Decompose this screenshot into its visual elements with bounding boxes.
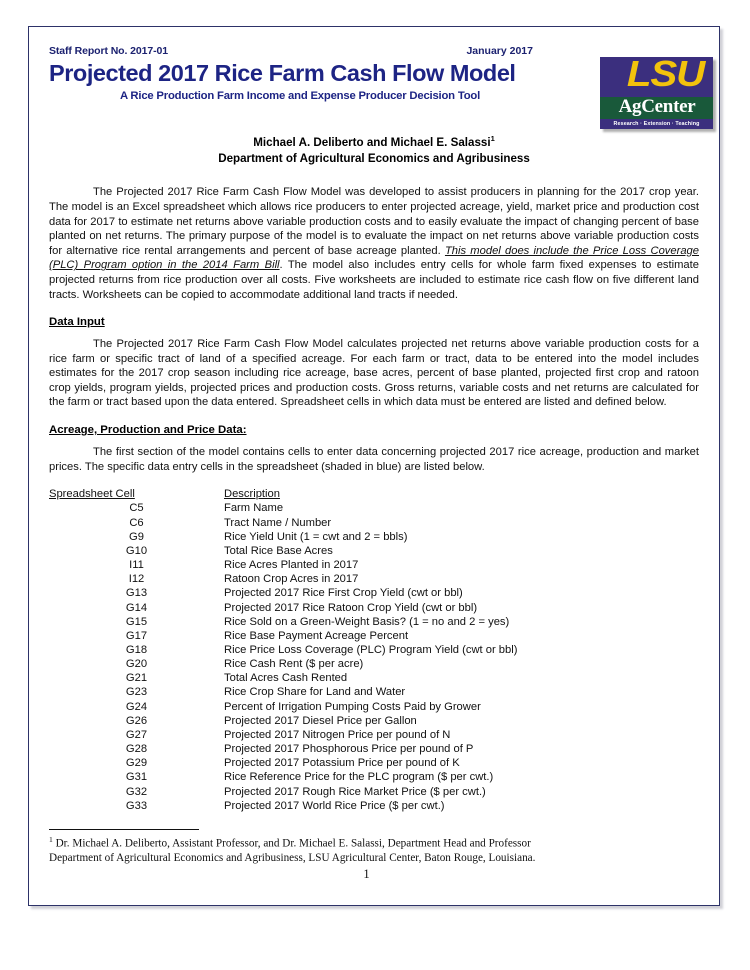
table-row <box>49 516 699 530</box>
cell-id: G9 <box>129 530 144 543</box>
lsu-agcenter-logo <box>600 57 713 129</box>
table-row <box>49 544 699 558</box>
cell-id: G21 <box>125 672 148 685</box>
author-names: Michael A. Deliberto and Michael E. Salassi <box>253 135 491 149</box>
cell-id: G24 <box>125 700 148 713</box>
cell-description: Rice Price Loss Coverage (PLC) Program Yield (cwt or bbl) <box>224 643 518 656</box>
author-line <box>49 131 699 151</box>
acreage-paragraph: The first section of the model contains cells to enter data concerning projected 2017 rice acreage, production and market prices. The specific data entry cells in the spreadsheet (shaded in blue) are listed below. <box>49 446 699 473</box>
issue-date: January 2017 <box>466 45 533 57</box>
column-header-description-label: Description <box>224 488 280 501</box>
cell-id: G32 <box>125 785 148 798</box>
cell-id: G27 <box>125 728 148 741</box>
cell-id: G17 <box>125 629 148 642</box>
intro-part-2: . The model also includes entry cells for whole farm fixed expenses to estimate projected returns from rice production over all costs. Five worksheets are included to estimate rice cash flow on five different land tracts. Worksheets can be copied to accommodate additional land tracts if needed. <box>49 259 699 301</box>
cell-description: Tract Name / Number <box>224 516 332 529</box>
cell-id: G31 <box>125 771 148 784</box>
logo-tagline: Research · Extension · Teaching <box>600 119 713 129</box>
cell-id: G10 <box>125 544 148 557</box>
table-row <box>49 629 699 643</box>
cell-id: I11 <box>129 559 144 572</box>
cell-id: G20 <box>125 658 148 671</box>
table-row <box>49 700 699 714</box>
table-row <box>49 742 699 756</box>
cell-description: Projected 2017 Rough Rice Market Price ($ per cwt.) <box>224 785 486 798</box>
footnote-line-1: Dr. Michael A. Deliberto, Assistant Professor, and Dr. Michael E. Salassi, Department Head and Professor <box>55 837 531 850</box>
cell-description: Ratoon Crop Acres in 2017 <box>224 573 359 586</box>
logo-top-band <box>600 57 713 97</box>
table-row <box>49 558 699 572</box>
cell-description: Projected 2017 World Rice Price ($ per cwt.) <box>224 799 445 812</box>
cell-description: Total Acres Cash Rented <box>224 672 348 685</box>
cell-description: Rice Yield Unit (1 = cwt and 2 = bbls) <box>224 530 408 543</box>
table-row <box>49 615 699 629</box>
cell-description: Rice Cash Rent ($ per acre) <box>224 658 364 671</box>
table-row <box>49 756 699 770</box>
page-number: 1 <box>363 866 370 881</box>
data-input-paragraph: The Projected 2017 Rice Farm Cash Flow Model calculates projected net returns above variable production costs for a rice farm or specific tract of land of a specified acreage. For each farm or tract, data to be entered into the model includes estimates for the 2017 crop season including rice acreage, base acres, percent of base planted, projected first crop and ratoon crop yields, program yields, projected prices and production costs. Gross returns, variable costs and net returns are calculated for the farm or tract based upon the data entered. Spreadsheet cells in which data must be entered are listed and defined below. <box>49 338 699 409</box>
table-row <box>49 586 699 600</box>
table-row <box>49 530 699 544</box>
table-body <box>49 501 699 812</box>
author-footnote-marker: 1 <box>490 134 495 143</box>
table-row <box>49 799 699 813</box>
cell-id: C6 <box>129 516 144 529</box>
cell-id: G13 <box>125 587 148 600</box>
cell-description: Rice Reference Price for the PLC program ($ per cwt.) <box>224 771 494 784</box>
cell-id: G26 <box>125 714 148 727</box>
table-row <box>49 643 699 657</box>
cell-description: Projected 2017 Nitrogen Price per pound of N <box>224 728 451 741</box>
section-heading-data-input: Data Input <box>49 316 105 329</box>
table-row <box>49 501 699 515</box>
cell-id: I12 <box>128 573 145 586</box>
table-row <box>49 601 699 615</box>
intro-emphasis: This model does include the Price Loss Coverage (PLC) Program option in the 2014 Farm Bill <box>49 244 699 272</box>
cell-description: Percent of Irrigation Pumping Costs Paid by Grower <box>224 700 481 713</box>
cell-id: G23 <box>125 686 148 699</box>
spreadsheet-cell-table <box>49 487 699 813</box>
page-title: Projected 2017 Rice Farm Cash Flow Model <box>49 60 516 86</box>
footnote-text <box>49 830 699 866</box>
cell-id: G33 <box>125 799 148 812</box>
cell-description: Projected 2017 Rice First Crop Yield (cwt or bbl) <box>224 587 463 600</box>
intro-part-1: The Projected 2017 Rice Farm Cash Flow Model was developed to assist producers in planning for the 2017 crop year. The model is an Excel spreadsheet which allows rice producers to enter projected acreage, yield, market price and production cost data for 2017 to estimate net returns above variable production costs and to easily evaluate the impact of changing percent of base planted on net returns. The primary purpose of the model is to evaluate the impact on net returns above variable production costs for alternative rice rental arrangements and percent of base acreage planted. <box>49 186 699 257</box>
document-page <box>28 26 720 906</box>
cell-description: Projected 2017 Diesel Price per Gallon <box>224 714 417 727</box>
footnote-line-2: Department of Agricultural Economics and Agribusiness, LSU Agricultural Center, Baton Rouge, Louisiana. <box>49 852 536 865</box>
table-row <box>49 572 699 586</box>
table-row <box>49 728 699 742</box>
table-row <box>49 714 699 728</box>
table-header-row <box>49 487 699 501</box>
cell-id: G18 <box>125 643 148 656</box>
logo-bottom-band <box>600 97 713 119</box>
department-line: Department of Agricultural Economics and Agribusiness <box>218 152 530 166</box>
logo-lsu-text: LSU <box>626 57 705 94</box>
cell-id: G28 <box>125 743 148 756</box>
column-header-description <box>224 487 699 501</box>
table-row <box>49 785 699 799</box>
page-content <box>49 43 705 889</box>
section-heading-acreage: Acreage, Production and Price Data: <box>49 424 247 437</box>
table-row <box>49 671 699 685</box>
cell-description: Rice Base Payment Acreage Percent <box>224 629 409 642</box>
logo-agcenter-text: AgCenter <box>618 97 696 117</box>
cell-id: G29 <box>125 757 148 770</box>
cell-description: Total Rice Base Acres <box>224 544 333 557</box>
intro-paragraph <box>49 185 699 302</box>
table-row <box>49 657 699 671</box>
table-row <box>49 770 699 784</box>
column-header-cell: Spreadsheet Cell <box>49 488 135 501</box>
table-row <box>49 685 699 699</box>
table-header <box>49 487 699 501</box>
footnote-marker: 1 <box>49 834 53 844</box>
cell-description: Projected 2017 Potassium Price per pound of K <box>224 757 460 770</box>
cell-id: G15 <box>125 615 148 628</box>
cell-description: Projected 2017 Rice Ratoon Crop Yield (cwt or bbl) <box>224 601 478 614</box>
page-subtitle: A Rice Production Farm Income and Expense Producer Decision Tool <box>119 90 481 102</box>
cell-description: Projected 2017 Phosphorous Price per pound of P <box>224 743 474 756</box>
staff-report-number: Staff Report No. 2017-01 <box>49 45 168 57</box>
cell-description: Farm Name <box>224 502 284 515</box>
document-header <box>49 43 705 129</box>
cell-id: C5 <box>129 502 144 515</box>
cell-id: G14 <box>125 601 148 614</box>
cell-description: Rice Sold on a Green-Weight Basis? (1 = no and 2 = yes) <box>224 615 510 628</box>
cell-description: Rice Crop Share for Land and Water <box>224 686 406 699</box>
cell-description: Rice Acres Planted in 2017 <box>224 559 359 572</box>
